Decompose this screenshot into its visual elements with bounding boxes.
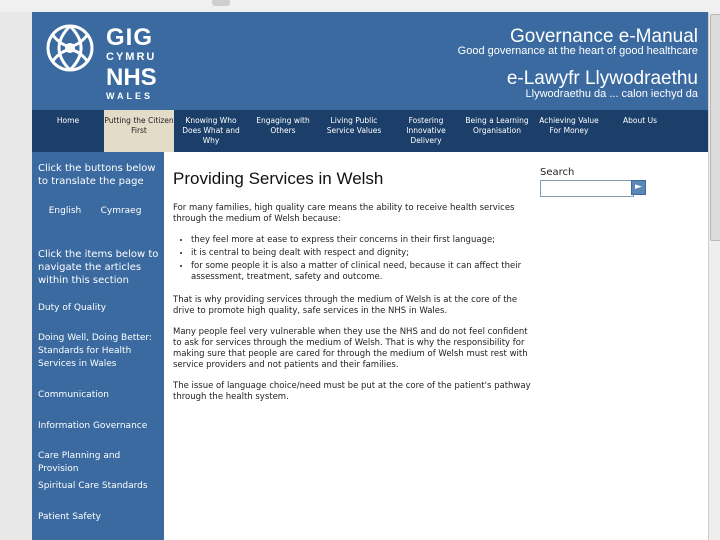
main-navigation [32,110,708,152]
search-input[interactable] [540,180,634,197]
nav-knowing-who-does-what[interactable]: Knowing Who Does What and Why [182,116,240,145]
site-subtitle-welsh: Llywodraethu da ... calon iechyd da [525,88,698,100]
translate-prompt: Click the buttons below to translate the page [38,163,156,187]
sidebar-link-communication[interactable]: Communication [38,390,109,400]
sidebar-link-spiritual-care[interactable]: Spiritual Care Standards [38,481,148,491]
logo-wales: WALES [106,91,154,101]
nav-fostering-innovative-delivery[interactable]: Fostering Innovative Delivery [406,116,446,145]
vertical-scrollbar[interactable] [708,12,720,540]
site-header [32,12,708,110]
search-label: Search [540,167,575,178]
sidebar-link-care-planning[interactable]: Care Planning and Provision [38,451,121,474]
nav-putting-citizen-first[interactable]: Putting the Citizen First [104,110,174,152]
list-item: • for some people it is also a matter of clinical need, because it can affect their assessment, treatment, safety and outcome. [191,261,533,283]
scrollbar-thumb[interactable] [710,14,720,241]
nav-engaging-with-others[interactable]: Engaging with Others [256,116,310,135]
cymraeg-button[interactable]: Cymraeg [100,206,142,216]
page-title: Providing Services in Welsh [173,169,384,188]
intro-paragraph: For many families, high quality care means the ability to receive health services through the medium of Welsh because: [173,203,515,224]
nav-about-us[interactable]: About Us [623,116,657,125]
navigate-prompt: Click the items below to navigate the articles within this section [38,249,159,286]
search-go-icon[interactable]: ► [631,180,646,195]
nav-living-public-service-values[interactable]: Living Public Service Values [326,116,382,135]
logo-wordmark [106,26,157,101]
logo-nhs: NHS [106,64,157,91]
paragraph-core-drive: That is why providing services through the medium of Welsh is at the core of the drive to promote high quality, safe services in the NHS in Wales. [173,295,518,316]
browser-top-bar [0,0,720,12]
sidebar-link-duty-of-quality[interactable]: Duty of Quality [38,303,107,313]
sidebar-link-doing-well-doing-better[interactable]: Doing Well, Doing Better: Standards for Health Services in Wales [38,333,152,369]
nav-being-learning-organisation[interactable]: Being a Learning Organisation [465,116,529,135]
reasons-list [173,235,533,283]
list-item: • it is central to being dealt with respect and dignity; [191,248,533,259]
nav-achieving-value-for-money[interactable]: Achieving Value For Money [539,116,599,135]
paragraph-language-choice: The issue of language choice/need must be put at the core of the patient's pathway through the health system. [173,381,531,402]
top-tab-handle[interactable] [212,0,230,6]
web-page [32,12,708,540]
paragraph-responsibility: Many people feel very vulnerable when they use the NHS and do not feel confident to ask for services through the medium of Welsh. That is why the responsibility for making sure that people are cared for through the medium of Welsh must rest with service providers and not patients and their families. [173,327,528,370]
sidebar-link-information-governance[interactable]: Information Governance [38,421,148,431]
main-content [173,169,533,413]
english-button[interactable]: English [48,206,82,216]
logo-cymru: CYMRU [106,51,157,63]
sidebar [32,152,164,540]
site-title-welsh: e-Lawyfr Llywodraethu [506,68,698,89]
site-subtitle-english: Good governance at the heart of good healthcare [457,45,698,57]
nav-home[interactable]: Home [56,116,80,125]
list-item: • they feel more at ease to express their concerns in their first language; [191,235,533,246]
nhs-wales-logo-icon[interactable] [38,18,102,104]
logo-gig: GIG [106,24,154,51]
sidebar-link-patient-safety[interactable]: Patient Safety [38,512,101,522]
site-title-english: Governance e-Manual [510,26,698,47]
